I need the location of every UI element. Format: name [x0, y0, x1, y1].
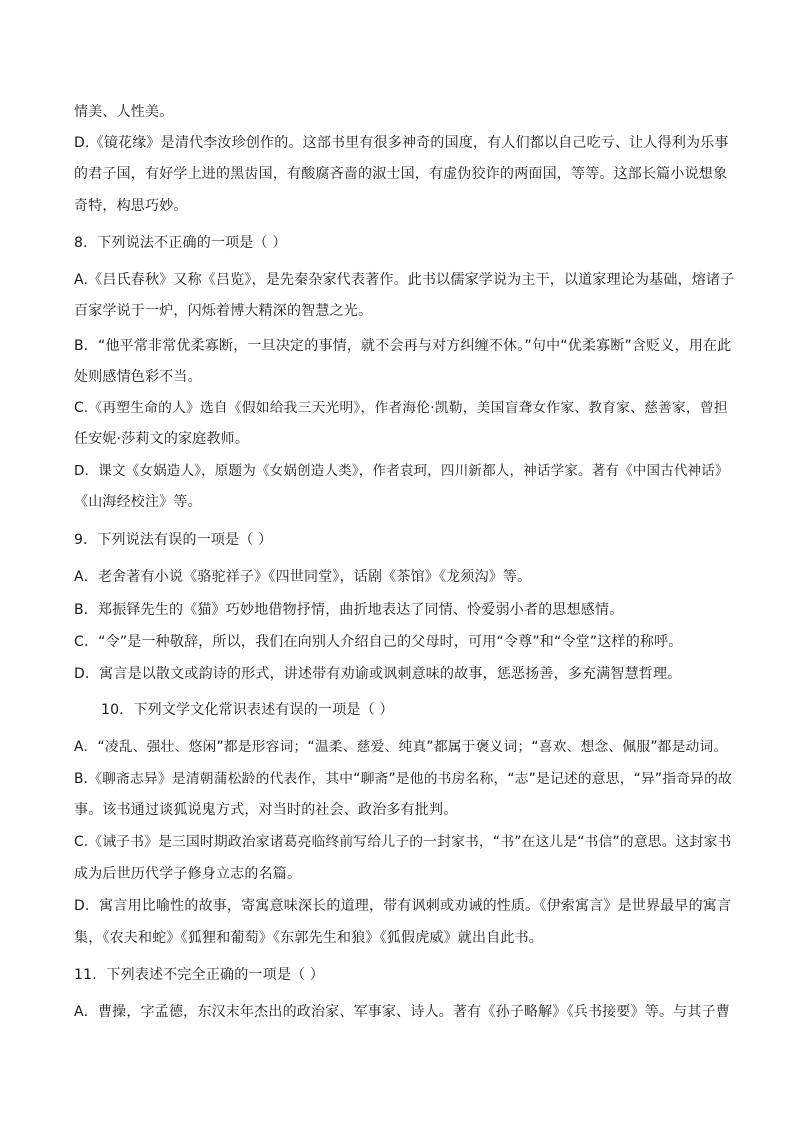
- text-line: D．课文《女娲造人》，原题为《女娲创造人类》，作者袁珂，四川新都人，神话学家。著有《中国古代神话》: [74, 463, 729, 479]
- text-line: C.《再塑生命的人》选自《假如给我三天光明》，作者海伦·凯勒，美国盲聋女作家、教育家、慈善家，曾担: [74, 400, 728, 416]
- text-line: D.《镜花缘》是清代李汝珍创作的。这部书里有很多神奇的国度，有人们都以自己吃亏、让人得利为乐事: [74, 135, 729, 151]
- question-9-heading: 9．下列说法有误的一项是（ ）: [74, 532, 273, 548]
- text-line: A．“凌乱、强壮、悠闲”都是形容词；“温柔、慈爱、纯真”都属于褒义词；“喜欢、想念、佩服”都是动词。: [74, 739, 728, 755]
- text-line: 百家学说于一炉，闪烁着博大精深的智慧之光。: [74, 303, 373, 319]
- text-line: 集，《农夫和蛇》《狐狸和葡萄》《东郭先生和狼》《狐假虎威》就出自此书。: [74, 930, 543, 946]
- text-line: 成为后世历代学子修身立志的名篇。: [74, 866, 302, 882]
- text-line: 任安妮·莎莉文的家庭教师。: [74, 431, 250, 447]
- text-line: 情美、人性美。: [74, 104, 174, 120]
- text-line: 事。该书通过谈狐说鬼方式，对当时的社会、政治多有批判。: [74, 802, 458, 818]
- text-line: D．寓言是以散文或韵诗的形式，讲述带有劝谕或讽刺意味的故事，惩恶扬善，多充满智慧哲理。: [74, 666, 682, 682]
- text-line: C.《诫子书》是三国时期政治家诸葛亮临终前写给儿子的一封家书，“书”在这儿是“书信”的意思。这封家书: [74, 834, 732, 850]
- text-line: A.《吕氏春秋》又称《吕览》，是先秦杂家代表著作。此书以儒家学说为主干，以道家理论为基础，熔诸子: [74, 272, 735, 288]
- question-8-heading: 8．下列说法不正确的一项是（ ）: [74, 235, 287, 251]
- text-line: C．“令”是一种敬辞，所以，我们在向别人介绍自己的父母时，可用“令尊”和“令堂”这样的称呼。: [74, 634, 683, 650]
- text-line: B．郑振铎先生的《猫》巧妙地借物抒情，曲折地表达了同情、怜爱弱小者的思想感情。: [74, 602, 624, 618]
- text-line: A．老舍著有小说《骆驼祥子》《四世同堂》，话剧《茶馆》《龙须沟》等。: [74, 569, 532, 585]
- text-line: D．寓言用比喻性的故事，寄寓意味深长的道理，带有讽刺或劝诫的性质。《伊索寓言》是世界最早的寓言: [74, 898, 732, 914]
- question-10-heading: 10．下列文学文化常识表述有误的一项是（ ）: [101, 702, 394, 718]
- text-line: 处则感情色彩不当。: [74, 369, 202, 385]
- text-line: A．曹操，字孟德，东汉末年杰出的政治家、军事家、诗人。著有《孙子略解》《兵书接要》等。与其子曹: [74, 1004, 730, 1020]
- text-line: 奇特，构思巧妙。: [74, 198, 188, 214]
- text-line: 《山海经校注》等。: [74, 494, 202, 510]
- question-11-heading: 11．下列表述不完全正确的一项是（ ）: [74, 967, 325, 983]
- text-line: B.《聊斋志异》是清朝蒲松龄的代表作，其中“聊斋”是他的书房名称，“志”是记述的意思，“异”指奇异的故: [74, 771, 732, 787]
- text-line: 的君子国，有好学上进的黑齿国，有酸腐吝啬的淑士国，有虚伪狡诈的两面国，等等。这部长篇小说想象: [74, 166, 728, 182]
- text-line: B．“他平常非常优柔寡断，一旦决定的事情，就不会再与对方纠缠不休。”句中“优柔寡断”含贬义，用在此: [74, 338, 732, 354]
